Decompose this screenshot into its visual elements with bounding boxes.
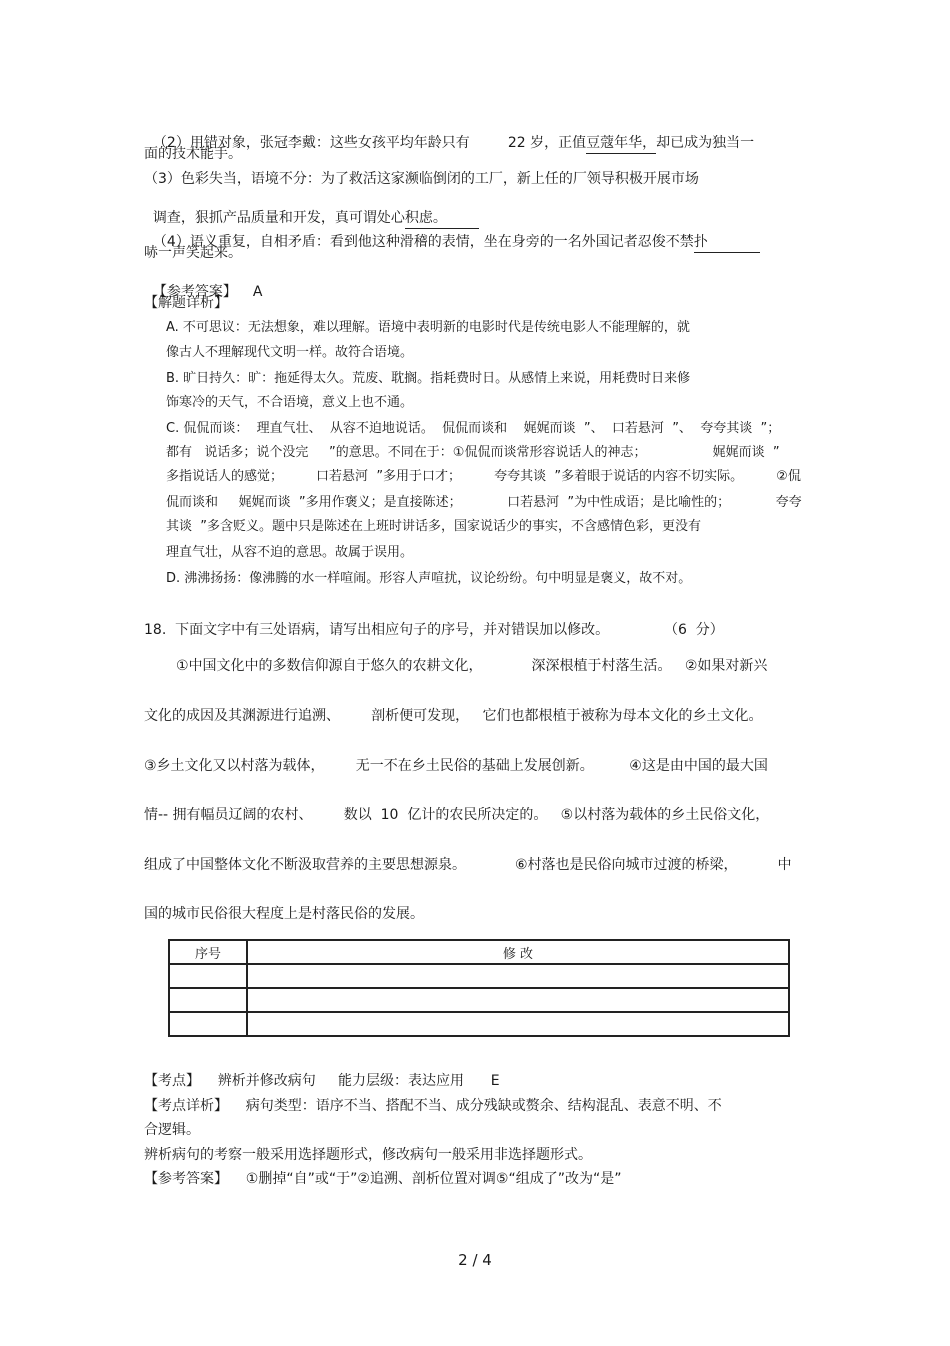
passage-line: 组成了中国整体文化不断汲取营养的主要思想源泉。 ⑥村落也是民俗向城市过渡的桥梁， 中: [144, 857, 792, 873]
reference-answer-18: 【参考答案】 ①删掉“自”或“于”②追溯、剖析位置对调⑤“组成了”改为“是”: [144, 1171, 622, 1187]
answer-cell-revision[interactable]: [247, 964, 789, 988]
item-3-text: 调查，狠抓产品质量和开发，真可谓处心: [152, 210, 405, 226]
passage-line: 文化的成因及其渊源进行追溯、 剖析便可发现， 它们也都根植于被称为母本文化的乡土文化。: [144, 708, 763, 724]
item-4-line-2: 哧一声笑起来。: [144, 245, 242, 261]
item-2-text: （2）用错对象，张冠李戴：这些女孩平均年龄只有: [152, 135, 470, 151]
analysis-line: 都有 说话多；说个没完 ”的意思。不同在于：①侃侃而谈常形容说话人的神志； 娓娓而谈 ”: [166, 445, 780, 460]
item-4-text: （4）语义重复，自相矛盾：看到他这种滑稽的表情，坐在身旁的一名外国记者忍俊不禁: [152, 234, 694, 250]
passage-line: 情-- 拥有幅员辽阔的农村、 数以 10 亿计的农民所决定的。 ⑤以村落为载体的乡土民俗文化，: [144, 807, 770, 823]
exam-point: 【考点】 辨析并修改病句 能力层级：表达应用 E: [144, 1073, 500, 1089]
exam-point-detail-2: 合逻辑。: [144, 1122, 200, 1138]
passage-line: ①中国文化中的多数信仰源自于悠久的农耕文化， 深深根植于村落生活。 ②如果对新兴: [176, 658, 768, 674]
reference-answer-label: 【参考答案】: [152, 284, 237, 300]
analysis-line: 侃而谈和 娓娓而谈 ”多用作褒义；是直接陈述； 口若悬河 ”为中性成语；是比喻性的； 夸夸: [166, 495, 802, 510]
exam-point-detail: 【考点详析】 病句类型：语序不当、搭配不当、成分残缺或赘余、结构混乱、表意不明、不: [144, 1098, 722, 1114]
table-row: [169, 988, 789, 1012]
analysis-line: 多指说话人的感觉； 口若悬河 ”多用于口才； 夸夸其谈 ”多着眼于说话的内容不切实际。 ②侃: [166, 469, 801, 484]
passage-line: 国的城市民俗很大程度上是村落民俗的发展。: [144, 906, 424, 922]
answer-cell-number[interactable]: [169, 964, 247, 988]
analysis-line: D. 沸沸扬扬：像沸腾的水一样喧闹。形容人声喧扰，议论纷纷。句中明显是褒义，故不对。: [166, 571, 692, 586]
passage-line: ③乡土文化又以村落为载体， 无一不在乡土民俗的基础上发展创新。 ④这是由中国的最大国: [144, 758, 768, 774]
answer-cell-number[interactable]: [169, 988, 247, 1012]
table-row: [169, 1012, 789, 1036]
item-2-line-2: 面的技术能手。: [144, 146, 242, 162]
analysis-line: C. 侃侃而谈： 理直气壮、 从容不迫地说话。 侃侃而谈和 娓娓而谈 ”、 口若悬河 ”、 夸夸其谈 ”；: [166, 421, 781, 436]
question-18-title: 18. 下面文字中有三处语病，请写出相应句子的序号，并对错误加以修改。: [144, 622, 610, 638]
answer-cell-number[interactable]: [169, 1012, 247, 1036]
column-header-number: 序号: [169, 940, 247, 964]
reference-answer-value: A: [252, 284, 263, 300]
answer-table: [168, 939, 790, 1037]
table-row: [169, 964, 789, 988]
analysis-line: 饰寒冷的天气，不合语境，意义上也不通。: [166, 395, 414, 410]
page-number: 2 / 4: [458, 1251, 492, 1269]
answer-cell-revision[interactable]: [247, 1012, 789, 1036]
analysis-label: 【解题详析】: [144, 295, 228, 311]
analysis-line: 理直气壮，从容不迫的意思。故属于误用。: [166, 545, 414, 560]
item-3-line: （3）色彩失当，语境不分：为了救活这家濒临倒闭的工厂，新上任的厂领导积极开展市场: [144, 171, 699, 187]
answer-cell-revision[interactable]: [247, 988, 789, 1012]
analysis-line: A. 不可思议：无法想象，难以理解。语境中表明新的电影时代是传统电影人不能理解的，就: [166, 320, 690, 335]
underlined-phrase-jilv: 积虑。: [405, 210, 479, 229]
underlined-phrase-doukou: 豆蔻年华，: [586, 135, 656, 154]
item-2-tail: 却已成为独当一: [656, 135, 755, 151]
exam-point-note: 辨析病句的考察一般采用选择题形式，修改病句一般采用非选择题形式。: [144, 1147, 592, 1163]
column-header-revision: 修 改: [247, 940, 789, 964]
analysis-line: 像古人不理解现代文明一样。故符合语境。: [166, 345, 414, 360]
analysis-line: 其谈 ”多含贬义。题中只是陈述在上班时讲话多，国家说话少的事实，不含感情色彩，更没有: [166, 519, 702, 534]
analysis-line: B. 旷日持久：旷：拖延得太久。荒废、耽搁。指耗费时日。从感情上来说，用耗费时日来修: [166, 371, 691, 386]
question-18-score: （6 分）: [664, 622, 724, 638]
table-header-row: [169, 940, 789, 964]
item-2-age: 22 岁，正值: [507, 135, 587, 151]
underlined-phrase-pu: 扑: [694, 234, 760, 253]
